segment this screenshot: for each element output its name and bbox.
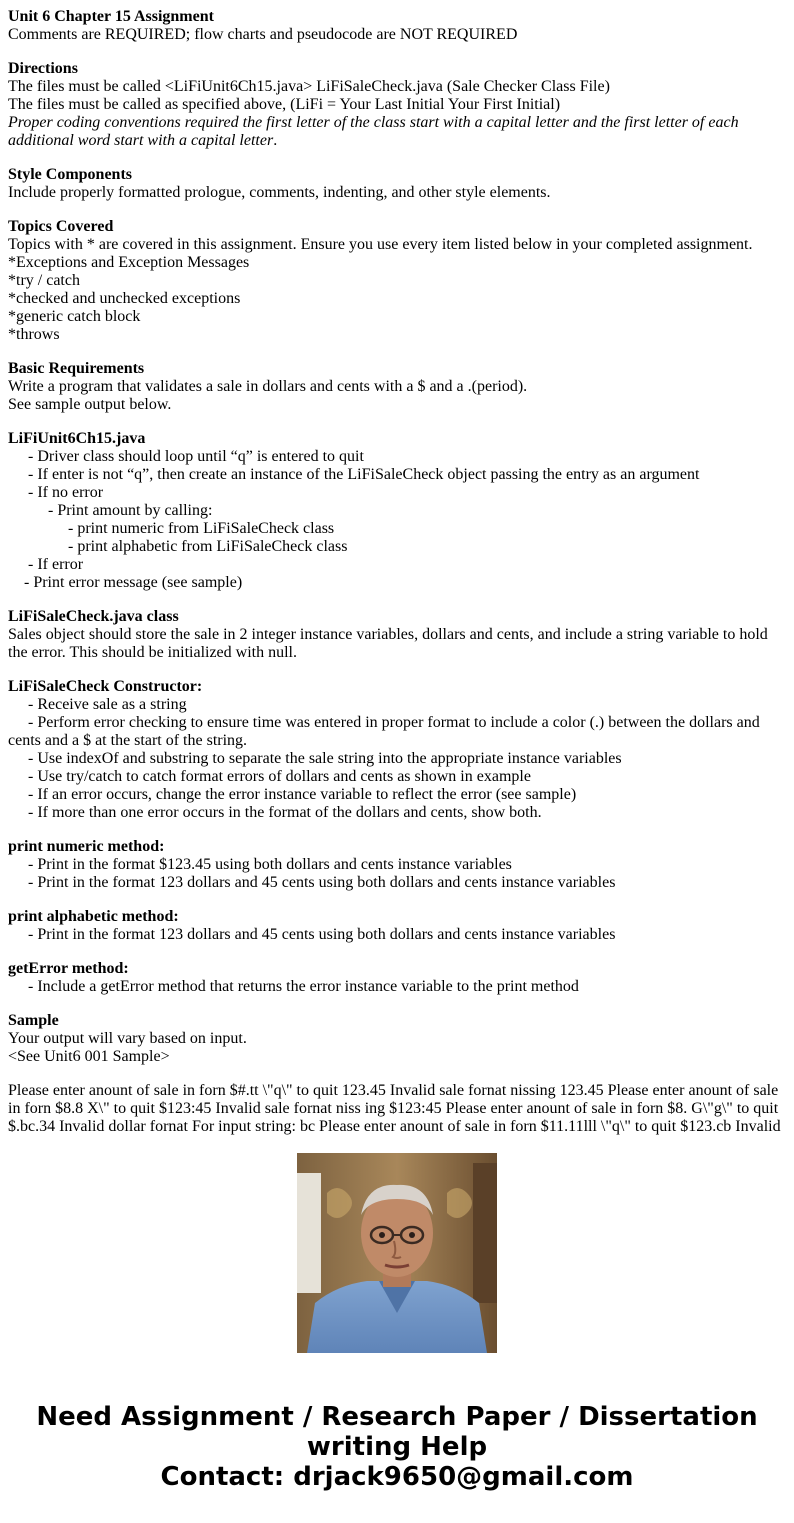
promo-contact: Contact: drjack9650@gmail.com — [160, 1462, 634, 1492]
salecheck-class-text: Sales object should store the sale in 2 integer instance variables, dollars and cents, and include a string variable to hold the error. This should be initialized with null. — [8, 626, 772, 661]
topics-heading: Topics Covered — [8, 218, 114, 235]
directions-heading: Directions — [8, 60, 78, 77]
print-numeric-item: - Print in the format 123 dollars and 45 cents using both dollars and cents instance variables — [8, 874, 616, 891]
portrait-image — [297, 1153, 497, 1353]
promo-line: writing Help — [306, 1432, 488, 1462]
get-error-item: - Include a getError method that returns the error instance variable to the print method — [8, 978, 579, 995]
sample-line: Your output will vary based on input. — [8, 1030, 247, 1047]
constructor-heading: LiFiSaleCheck Constructor: — [8, 678, 203, 695]
driver-item: - Print error message (see sample) — [8, 574, 243, 591]
salecheck-class-heading: LiFiSaleCheck.java class — [8, 608, 179, 625]
directions-note-period: . — [273, 132, 278, 149]
print-numeric-item: - Print in the format $123.45 using both dollars and cents instance variables — [8, 856, 512, 873]
assignment-document — [8, 8, 784, 1135]
driver-item: - Driver class should loop until “q” is entered to quit — [8, 448, 364, 465]
get-error-heading: getError method: — [8, 960, 129, 977]
driver-item: - Print amount by calling: — [8, 502, 213, 519]
directions-note-italic: Proper coding conventions required the first letter of the class start with a capital letter and the first letter of each additional word start with a capital letter — [8, 114, 743, 149]
topic-item: *throws — [8, 326, 60, 343]
topic-item: *Exceptions and Exception Messages — [8, 254, 250, 271]
sample-output-text — [8, 1082, 784, 1135]
style-heading: Style Components — [8, 166, 133, 183]
author-photo — [297, 1153, 497, 1353]
driver-item: - If no error — [8, 484, 104, 501]
sample-heading: Sample — [8, 1012, 59, 1029]
constructor-item: - Use indexOf and substring to separate the sale string into the appropriate instance variables — [8, 750, 622, 767]
topics-intro: Topics with * are covered in this assignment. Ensure you use every item listed below in your completed assignment. — [8, 236, 753, 253]
constructor-item: - If an error occurs, change the error instance variable to reflect the error (see sample) — [8, 786, 577, 803]
style-text: Include properly formatted prologue, comments, indenting, and other style elements. — [8, 184, 551, 201]
directions-line: The files must be called <LiFiUnit6Ch15.java> LiFiSaleCheck.java (Sale Checker Class File) — [8, 78, 610, 95]
promo-line: Need Assignment / Research Paper / Dissertation — [36, 1402, 758, 1432]
sample-ocr-text: Please enter anount of sale in forn $#.tt \"q\" to quit 123.45 Invalid sale fornat nissing 123.45 Please enter anount of sale in forn $8.8 X\" to quit $123:45 Invalid sale fornat niss ing $123:45 Please enter anount of sale in forn $8. G\"g\" to quit $.bc.34 Invalid dollar fornat For input string: bc Please enter anount of sale in forn $11.11lll \"q\" to quit $123.cb Invalid — [8, 1082, 783, 1135]
topic-item: *try / catch — [8, 272, 80, 289]
constructor-item: - Receive sale as a string — [8, 696, 187, 713]
print-alphabetic-heading: print alphabetic method: — [8, 908, 179, 925]
basic-line: See sample output below. — [8, 396, 172, 413]
directions-line: The files must be called as specified above, (LiFi = Your Last Initial Your First Initial) — [8, 96, 561, 113]
topic-item: *checked and unchecked exceptions — [8, 290, 241, 307]
print-alphabetic-item: - Print in the format 123 dollars and 45 cents using both dollars and cents instance variables — [8, 926, 616, 943]
print-numeric-heading: print numeric method: — [8, 838, 165, 855]
page-subtitle: Comments are REQUIRED; flow charts and pseudocode are NOT REQUIRED — [8, 26, 518, 43]
page-title: Unit 6 Chapter 15 Assignment — [8, 8, 214, 25]
driver-heading: LiFiUnit6Ch15.java — [8, 430, 146, 447]
driver-item: - print numeric from LiFiSaleCheck class — [8, 520, 335, 537]
driver-item: - If enter is not “q”, then create an instance of the LiFiSaleCheck object passing the entry as an argument — [8, 466, 700, 483]
constructor-item: - Use try/catch to catch format errors of dollars and cents as shown in example — [8, 768, 531, 785]
topic-item: *generic catch block — [8, 308, 141, 325]
directions-note — [8, 114, 784, 150]
basic-line: Write a program that validates a sale in dollars and cents with a $ and a .(period). — [8, 378, 528, 395]
constructor-item: - If more than one error occurs in the format of the dollars and cents, show both. — [8, 804, 542, 821]
driver-item: - print alphabetic from LiFiSaleCheck class — [8, 538, 348, 555]
sample-line: <See Unit6 001 Sample> — [8, 1048, 170, 1065]
basic-heading: Basic Requirements — [8, 360, 145, 377]
driver-item: - If error — [8, 556, 84, 573]
constructor-item: - Perform error checking to ensure time was entered in proper format to include a color (.) between the dollars and cents and a $ at the start of the string. — [8, 714, 764, 749]
promo-banner — [0, 1402, 794, 1492]
